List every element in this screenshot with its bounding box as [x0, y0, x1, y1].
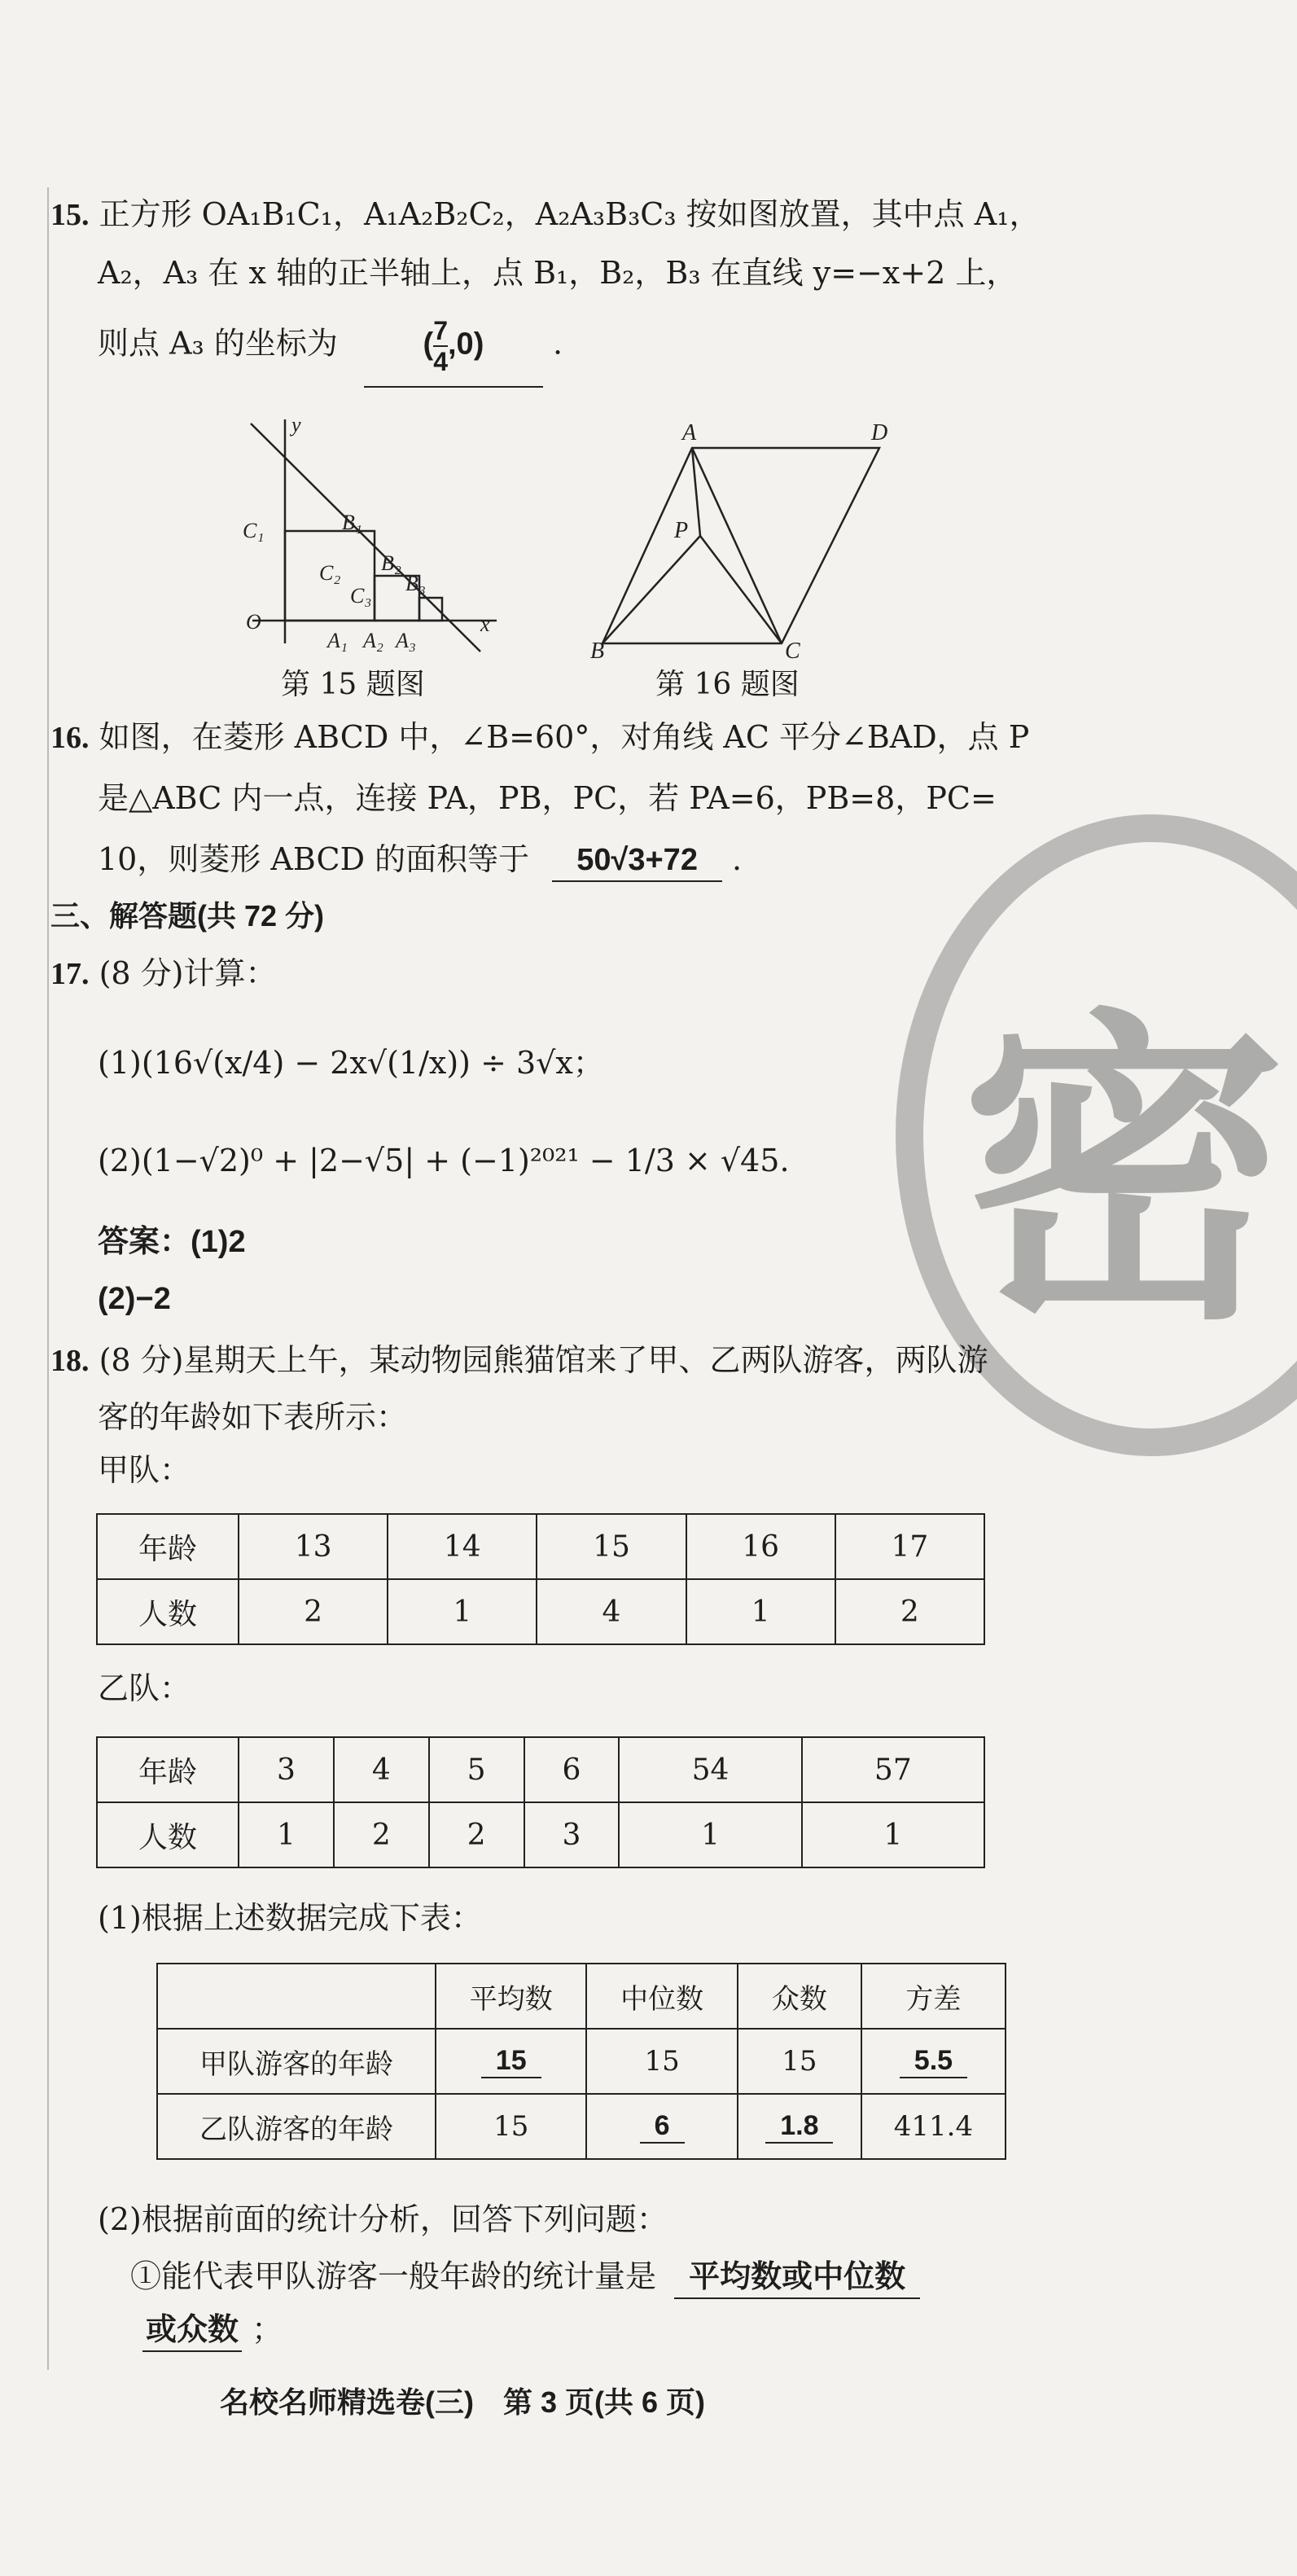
table-cell: 3	[524, 1802, 620, 1867]
table-cell: 15	[436, 2094, 586, 2159]
table-cell: 中位数	[586, 1964, 737, 2029]
table-cell: 15	[586, 2029, 737, 2094]
stats-table	[156, 1963, 1006, 2160]
table-row	[97, 1579, 984, 1644]
table-cell: 16	[686, 1514, 835, 1579]
table-row	[157, 1964, 1006, 2029]
label-y: y	[291, 413, 301, 437]
label-c2: C₂	[319, 561, 341, 585]
segment-pb	[602, 536, 700, 643]
table-cell: 411.4	[861, 2094, 1006, 2159]
label-x: x	[480, 612, 490, 636]
q15-answer-blank: ( $\frac{7}{4}$ ,0)	[364, 316, 543, 388]
label-b3: B₃	[405, 572, 426, 595]
table-cell: 4	[537, 1579, 686, 1644]
table-cell: 15	[738, 2029, 861, 2094]
q15-number: 15.	[50, 198, 90, 232]
team-a-label: 甲队：	[98, 1452, 191, 1488]
q15-answer-numerator: 7	[433, 316, 448, 345]
label-d: D	[871, 420, 888, 445]
q16-line3	[98, 839, 742, 882]
q17-answer1: 答案：(1)2	[98, 1225, 246, 1259]
label-c: C	[785, 639, 800, 660]
table-cell	[738, 2094, 861, 2159]
team-a-table	[96, 1513, 985, 1645]
table-cell: 14	[388, 1514, 537, 1579]
q16-line2: 是△ABC 内一点，连接 PA，PB，PC，若 PA=6，PB=8，PC=	[98, 780, 997, 816]
table-cell	[861, 2029, 1006, 2094]
label-b1: B₁	[342, 511, 362, 534]
q18-number: 18.	[50, 1344, 90, 1378]
table-cell: 平均数	[436, 1964, 586, 2029]
q18-line1	[50, 1340, 988, 1381]
q15-line3-prefix: 则点 A₃ 的坐标为	[98, 325, 338, 362]
team-b-label: 乙队：	[98, 1670, 191, 1706]
rhombus-abcd	[602, 448, 879, 643]
table-cell: 13	[239, 1514, 388, 1579]
figure-15	[236, 407, 513, 660]
label-a1: A₁	[327, 629, 348, 652]
q16-number: 16.	[50, 721, 90, 755]
figure-15-caption: 第 15 题图	[281, 668, 425, 701]
seal-character: 密	[961, 985, 1286, 1363]
table-cell: 甲队游客的年龄	[157, 2029, 436, 2094]
table-cell: 15	[537, 1514, 686, 1579]
q15-answer-tail: ,0	[447, 327, 474, 362]
label-c3: C₃	[350, 584, 372, 608]
table-cell: 6	[524, 1737, 620, 1802]
table-cell: 年龄	[97, 1514, 239, 1579]
table-cell: 2	[334, 1802, 429, 1867]
table-cell: 3	[239, 1737, 334, 1802]
q18-sub1-prefix: ①能代表甲队游客一般年龄的统计量是	[130, 2258, 657, 2294]
q18-sub1-suffix: ；	[252, 2311, 283, 2347]
q17-answer2: (2)−2	[98, 1282, 171, 1316]
q17-part1: (1)(16√(x/4) − 2x√(1/x)) ÷ 3√x；	[98, 1045, 604, 1081]
table-cell: 54	[619, 1737, 801, 1802]
table-cell: 1	[388, 1579, 537, 1644]
q17-part2: (2)(1−√2)⁰ + |2−√5| + (−1)²⁰²¹ − 1/3 × √45.	[98, 1143, 790, 1178]
label-c1: C₁	[243, 519, 265, 542]
table-cell: 乙队游客的年龄	[157, 2094, 436, 2159]
q16-answer: 50√3+72	[552, 840, 722, 882]
q15-line3	[98, 316, 563, 406]
table-cell: 众数	[738, 1964, 861, 2029]
figure-16-caption: 第 16 题图	[655, 668, 800, 701]
page-footer: 名校名师精选卷(三) 第 3 页(共 6 页)	[220, 2385, 706, 2419]
q15-line2: A₂，A₃ 在 x 轴的正半轴上，点 B₁，B₂，B₃ 在直线 y=−x+2 上，	[98, 255, 1018, 291]
figure-16	[586, 415, 896, 660]
q18-sub1-answer-a: 平均数或中位数	[674, 2257, 920, 2299]
q18-sub1-line2	[142, 2309, 283, 2352]
label-a3: A₃	[396, 629, 416, 652]
q15-answer-denominator: 4	[433, 347, 448, 376]
table-cell: 1	[686, 1579, 835, 1644]
table-row	[97, 1737, 984, 1802]
label-p: P	[674, 518, 689, 543]
table-row	[97, 1514, 984, 1579]
section-3-heading: 三、解答题(共 72 分)	[50, 899, 325, 933]
table-cell: 人数	[97, 1802, 239, 1867]
q18-sub1-line1	[130, 2256, 920, 2299]
q18-part2: (2)根据前面的统计分析，回答下列问题：	[98, 2201, 668, 2237]
answer-variance-a: 5.5	[900, 2045, 967, 2078]
table-cell: 4	[334, 1737, 429, 1802]
table-cell: 1	[239, 1802, 334, 1867]
table-cell: 人数	[97, 1579, 239, 1644]
table-cell	[157, 1964, 436, 2029]
label-a: A	[682, 420, 697, 445]
table-cell: 年龄	[97, 1737, 239, 1802]
table-cell: 17	[835, 1514, 984, 1579]
label-o: O	[246, 610, 261, 634]
q18-part1: (1)根据上述数据完成下表：	[98, 1900, 482, 1936]
diagonal-ac	[692, 448, 782, 643]
table-cell: 1	[619, 1802, 801, 1867]
table-row	[157, 2029, 1006, 2094]
table-cell: 2	[429, 1802, 524, 1867]
q17-stem	[50, 953, 277, 994]
answer-mode-b: 1.8	[765, 2110, 833, 2144]
q17-stem-text: (8 分)计算：	[99, 955, 277, 991]
label-b2: B₂	[381, 551, 401, 575]
table-cell	[586, 2094, 737, 2159]
margin-line	[47, 187, 49, 2370]
table-row	[97, 1802, 984, 1867]
table-cell: 2	[239, 1579, 388, 1644]
table-cell: 方差	[861, 1964, 1006, 2029]
q16-text-line1: 如图，在菱形 ABCD 中，∠B=60°，对角线 AC 平分∠BAD，点 P	[99, 719, 1030, 755]
q18-text-line1: (8 分)星期天上午，某动物园熊猫馆来了甲、乙两队游客，两队游	[99, 1342, 988, 1378]
segment-pc	[700, 536, 782, 643]
q15-line1	[50, 194, 1040, 235]
q15-text-line1: 正方形 OA₁B₁C₁，A₁A₂B₂C₂，A₂A₃B₃C₃ 按如图放置，其中点 A₁，	[99, 196, 1041, 232]
q16-line3-suffix: .	[732, 841, 743, 877]
q16-line1	[50, 717, 1029, 758]
q18-line2: 客的年龄如下表所示：	[98, 1399, 408, 1435]
table-row	[157, 2094, 1006, 2159]
q17-number: 17.	[50, 957, 90, 991]
answer-mean-a: 15	[481, 2045, 541, 2078]
team-b-table	[96, 1736, 985, 1868]
q16-line3-prefix: 10，则菱形 ABCD 的面积等于	[98, 841, 530, 877]
label-a2: A₂	[363, 629, 383, 652]
table-cell: 2	[835, 1579, 984, 1644]
answer-median-b: 6	[640, 2110, 685, 2144]
table-cell: 1	[802, 1802, 984, 1867]
q18-sub1-answer-b: 或众数	[142, 2310, 242, 2352]
table-cell: 57	[802, 1737, 984, 1802]
label-b: B	[590, 639, 605, 660]
q15-line3-suffix: .	[553, 325, 563, 362]
table-cell: 5	[429, 1737, 524, 1802]
table-cell	[436, 2029, 586, 2094]
